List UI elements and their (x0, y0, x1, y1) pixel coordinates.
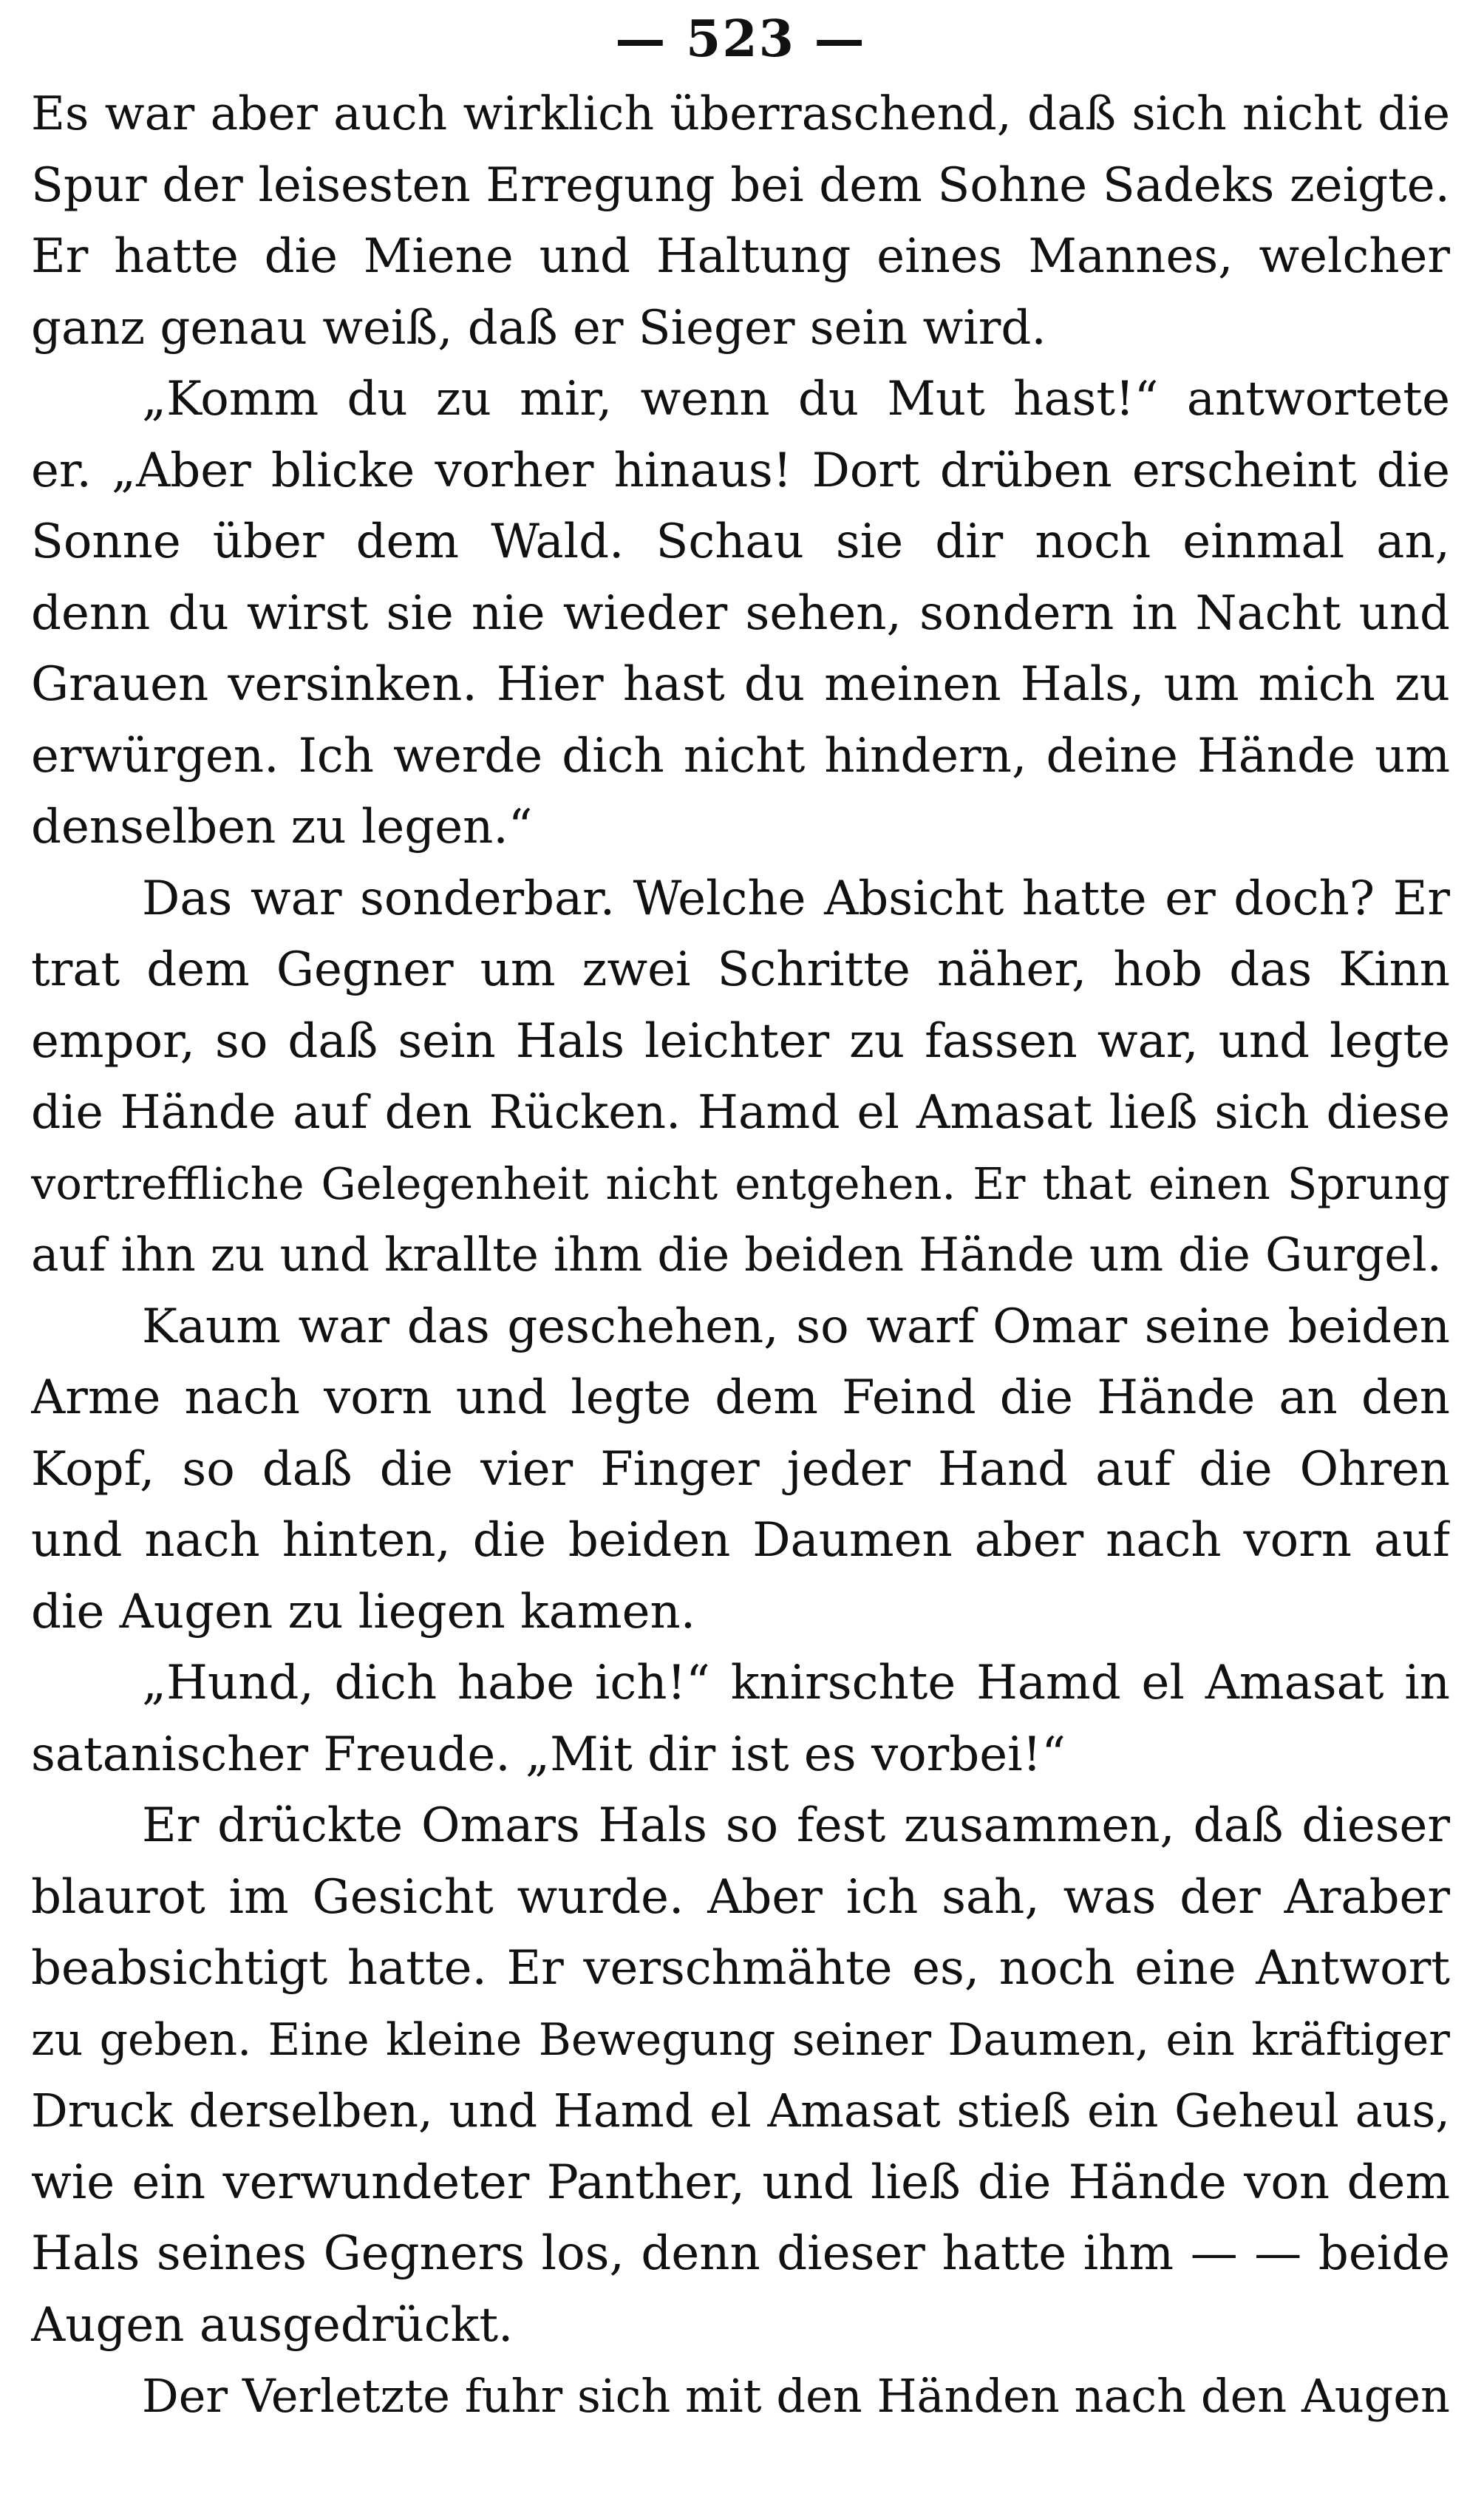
text-line: Es war aber auch wirklich überraschend, daß sich nicht die (31, 86, 1450, 140)
text-line: denselben zu legen.“ (31, 800, 533, 854)
text-line: denn du wirst sie nie wieder sehen, sondern in Nacht und (31, 585, 1450, 641)
text-line: auf ihn zu und krallte ihm die beiden Hände um die Gurgel. (31, 1228, 1442, 1282)
text-line: Druck derselben, und Hamd el Amasat stieß ein Geheul aus, (31, 2084, 1450, 2138)
text-line: beabsichtigt hatte. Er verschmähte es, noch eine Antwort (31, 1941, 1450, 1996)
text-line: Kaum war das geschehen, so warf Omar seine beiden (142, 1299, 1450, 1354)
text-line: Spur der leisesten Erregung bei dem Sohne Sadeks zeigte. (31, 157, 1450, 213)
text-line: die Augen zu liegen kamen. (31, 1584, 696, 1639)
page-number: — 523 — (615, 10, 866, 69)
text-line: Der Verletzte fuhr sich mit den Händen nach den Augen (142, 2369, 1450, 2423)
text-line: Sonne über dem Wald. Schau sie dir noch einmal an, (31, 514, 1450, 569)
text-line: trat dem Gegner um zwei Schritte näher, hob das Kinn (31, 942, 1450, 997)
text-line: die Hände auf den Rücken. Hamd el Amasat ließ sich diese (31, 1085, 1450, 1139)
text-line: Er drückte Omars Hals so fest zusammen, daß dieser (142, 1798, 1450, 1853)
text-line: Arme nach vorn und legte dem Feind die Hände an den (31, 1370, 1450, 1425)
text-line: erwürgen. Ich werde dich nicht hindern, deine Hände um (31, 728, 1450, 783)
text-line: er. „Aber blicke vorher hinaus! Dort drüben erscheint die (31, 443, 1450, 498)
text-line: und nach hinten, die beiden Daumen aber nach vorn auf (31, 1513, 1450, 1568)
text-line: vortreffliche Gelegenheit nicht entgehen. Er that einen Sprung (31, 1157, 1450, 1209)
text-line: Grauen versinken. Hier hast du meinen Hals, um mich zu (31, 657, 1450, 712)
text-line: blaurot im Gesicht wurde. Aber ich sah, was der Araber (31, 1869, 1450, 1925)
text-line: Augen ausgedrückt. (31, 2297, 514, 2353)
text-line: Hals seines Gegners los, denn dieser hatte ihm — — beide (31, 2226, 1450, 2281)
body-text (31, 78, 1450, 2432)
page-header (31, 0, 1450, 78)
text-line: Kopf, so daß die vier Finger jeder Hand auf die Ohren (31, 1441, 1450, 1497)
text-line: zu geben. Eine kleine Bewegung seiner Daumen, ein kräftiger (31, 2013, 1450, 2066)
text-line: satanischer Freude. „Mit dir ist es vorbei!“ (31, 1727, 1066, 1782)
text-line: empor, so daß sein Hals leichter zu fassen war, und legte (31, 1013, 1450, 1069)
text-line: ganz genau weiß, daß er Sieger sein wird. (31, 300, 1046, 356)
text-line: wie ein verwundeter Panther, und ließ die Hände von dem (31, 2155, 1450, 2210)
text-line: Das war sonderbar. Welche Absicht hatte er doch? Er (142, 871, 1450, 926)
text-line: „Komm du zu mir, wenn du Mut hast!“ antwortete (142, 372, 1450, 426)
text-line: Er hatte die Miene und Haltung eines Mannes, welcher (31, 229, 1450, 284)
text-line: „Hund, dich habe ich!“ knirschte Hamd el Amasat in (142, 1656, 1450, 1710)
